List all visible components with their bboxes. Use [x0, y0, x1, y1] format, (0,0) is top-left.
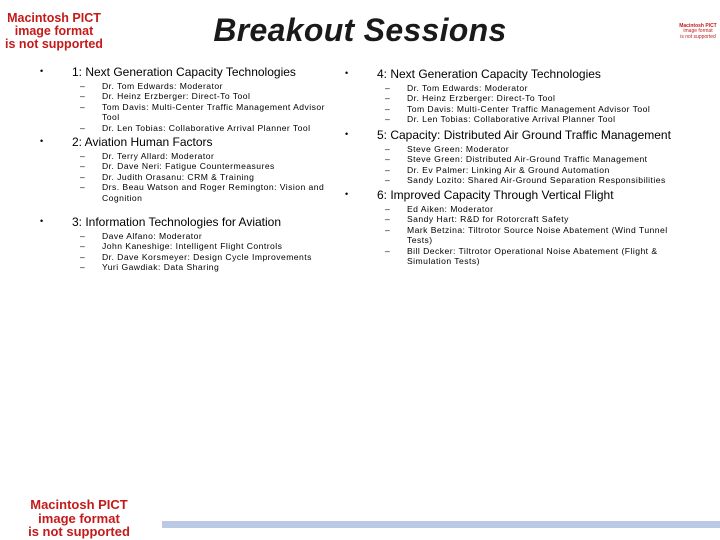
- pict-placeholder-bottom-left: [6, 498, 152, 539]
- speaker-text: Drs. Beau Watson and Roger Remington: Vision and Cognition: [102, 182, 325, 203]
- dash-icon: –: [385, 83, 391, 93]
- speaker-text: Steve Green: Distributed Air-Ground Traffic Management: [407, 154, 648, 165]
- speaker-item: [72, 91, 338, 101]
- bullet-icon: •: [345, 129, 349, 139]
- dash-icon: –: [80, 81, 86, 91]
- speaker-text: Dr. Judith Orasanu: CRM & Training: [102, 171, 255, 182]
- session-block: [345, 188, 675, 266]
- speaker-item: [377, 214, 675, 224]
- dash-icon: –: [80, 171, 86, 182]
- bullet-icon: •: [345, 68, 349, 78]
- session-title: 3: Information Technologies for Aviation: [72, 215, 282, 229]
- placeholder-line: is not supported: [680, 33, 716, 40]
- dash-icon: –: [385, 175, 391, 186]
- speaker-text: Sandy Hart: R&D for Rotorcraft Safety: [407, 214, 569, 225]
- placeholder-line: image format: [38, 510, 120, 526]
- speaker-text: Ed Aiken: Moderator: [407, 204, 494, 214]
- speaker-text: Mark Betzina: Tiltrotor Source Noise Abatement (Wind Tunnel Tests): [407, 224, 668, 246]
- dash-icon: –: [385, 245, 391, 256]
- speaker-text: Dave Alfano: Moderator: [102, 231, 203, 241]
- bullet-icon: •: [40, 216, 44, 226]
- speaker-item: [72, 182, 338, 203]
- dash-icon: –: [80, 91, 86, 102]
- session-block: [40, 135, 338, 215]
- session-title: 4: Next Generation Capacity Technologies: [377, 67, 601, 81]
- placeholder-line: Macintosh PICT: [7, 11, 101, 25]
- speaker-item: [377, 83, 675, 93]
- speaker-list: [377, 144, 675, 186]
- bullet-icon: •: [40, 136, 44, 146]
- speaker-text: Sandy Lozito: Shared Air-Ground Separation Responsibilities: [407, 175, 666, 186]
- speaker-text: Dr. Heinz Erzberger: Direct-To Tool: [407, 93, 556, 104]
- speaker-list: [377, 83, 675, 125]
- speaker-item: [377, 93, 675, 103]
- speaker-text: Steve Green: Moderator: [407, 144, 510, 154]
- footer-bar: [162, 521, 720, 528]
- speaker-text: Dr. Heinz Erzberger: Direct-To Tool: [102, 91, 251, 102]
- dash-icon: –: [80, 241, 86, 252]
- slide-title: Breakout Sessions: [213, 12, 507, 48]
- speaker-text: Tom Davis: Multi-Center Traffic Management Advisor Tool: [407, 103, 651, 114]
- placeholder-line: image format: [683, 28, 713, 35]
- speaker-item: [377, 175, 675, 185]
- session-title: 2: Aviation Human Factors: [72, 135, 213, 149]
- bullet-icon: •: [345, 189, 349, 199]
- session-block: [40, 215, 338, 273]
- speaker-item: [377, 154, 675, 164]
- speaker-list: [72, 81, 338, 133]
- bullet-icon: •: [40, 66, 44, 76]
- placeholder-line: is not supported: [28, 524, 130, 540]
- speaker-item: [377, 104, 675, 114]
- dash-icon: –: [80, 262, 86, 273]
- speaker-text: Dr. Dave Korsmeyer: Design Cycle Improvements: [102, 251, 312, 262]
- session-block: [345, 67, 675, 128]
- speaker-item: [72, 123, 338, 133]
- dash-icon: –: [80, 101, 86, 112]
- session-title: 1: Next Generation Capacity Technologies: [72, 65, 296, 79]
- session-block: [40, 65, 338, 135]
- speaker-text: Dr. Len Tobias: Collaborative Arrival Planner Tool: [102, 122, 311, 133]
- session-block: [345, 128, 675, 188]
- dash-icon: –: [385, 114, 391, 125]
- speaker-item: [377, 114, 675, 124]
- speaker-item: [72, 252, 338, 262]
- dash-icon: –: [80, 161, 86, 172]
- speaker-text: John Kaneshige: Intelligent Flight Controls: [102, 241, 283, 252]
- speaker-item: [377, 204, 675, 214]
- speaker-text: Yuri Gawdiak: Data Sharing: [102, 262, 220, 273]
- placeholder-line: Macintosh PICT: [679, 23, 717, 29]
- dash-icon: –: [385, 154, 391, 165]
- speaker-text: Dr. Ev Palmer: Linking Air & Ground Automation: [407, 164, 610, 175]
- speaker-item: [72, 102, 338, 123]
- dash-icon: –: [385, 103, 391, 114]
- speaker-text: Dr. Tom Edwards: Moderator: [407, 83, 528, 93]
- placeholder-line: image format: [14, 24, 94, 39]
- speaker-text: Dr. Len Tobias: Collaborative Arrival Planner Tool: [407, 114, 616, 125]
- speaker-list: [72, 231, 338, 273]
- dash-icon: –: [80, 122, 86, 133]
- speaker-item: [377, 246, 675, 267]
- speaker-item: [72, 231, 338, 241]
- dash-icon: –: [80, 182, 86, 193]
- dash-icon: –: [80, 251, 86, 262]
- session-title: 5: Capacity: Distributed Air Ground Traffic Management: [377, 128, 671, 142]
- speaker-text: Dr. Terry Allard: Moderator: [102, 151, 215, 161]
- speaker-text: Bill Decker: Tiltrotor Operational Noise Abatement (Flight & Simulation Tests): [407, 245, 658, 267]
- speaker-item: [377, 225, 675, 246]
- speaker-item: [72, 172, 338, 182]
- session-title: 6: Improved Capacity Through Vertical Flight: [377, 188, 614, 202]
- dash-icon: –: [80, 151, 86, 161]
- speaker-text: Tom Davis: Multi-Center Traffic Management Advisor Tool: [102, 101, 325, 123]
- placeholder-line: Macintosh PICT: [30, 497, 128, 512]
- speaker-item: [377, 165, 675, 175]
- speaker-item: [72, 262, 338, 272]
- dash-icon: –: [385, 214, 391, 225]
- speaker-item: [377, 144, 675, 154]
- dash-icon: –: [80, 231, 86, 241]
- speaker-text: Dr. Tom Edwards: Moderator: [102, 81, 223, 91]
- speaker-item: [72, 151, 338, 161]
- right-column: [345, 67, 675, 266]
- dash-icon: –: [385, 93, 391, 104]
- speaker-text: Dr. Dave Neri: Fatigue Countermeasures: [102, 161, 275, 172]
- speaker-item: [72, 241, 338, 251]
- speaker-item: [72, 81, 338, 91]
- dash-icon: –: [385, 164, 391, 175]
- dash-icon: –: [385, 204, 391, 214]
- placeholder-line: is not supported: [5, 37, 103, 52]
- left-column: [40, 65, 338, 273]
- dash-icon: –: [385, 144, 391, 154]
- dash-icon: –: [385, 224, 391, 235]
- speaker-list: [377, 204, 675, 266]
- speaker-list: [72, 151, 338, 203]
- speaker-item: [72, 161, 338, 171]
